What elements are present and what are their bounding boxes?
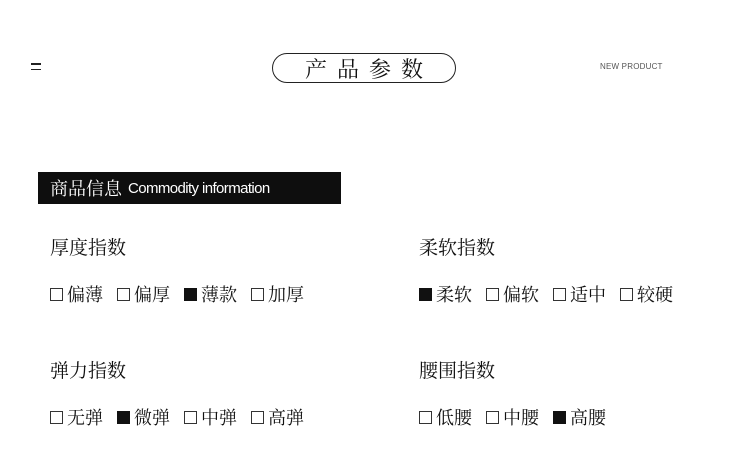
- option-item[interactable]: [486, 281, 539, 307]
- elasticity-group: [50, 356, 318, 430]
- option-label: 加厚: [268, 285, 304, 306]
- option-label: 偏软: [503, 285, 539, 306]
- option-item[interactable]: [419, 404, 472, 430]
- waist-options: [419, 404, 620, 430]
- checkbox-checked[interactable]: [117, 411, 130, 424]
- checkbox-unchecked[interactable]: [251, 411, 264, 424]
- option-item[interactable]: [251, 404, 304, 430]
- option-item[interactable]: [184, 404, 237, 430]
- thickness-title: 厚度指数: [50, 237, 127, 259]
- waist-group: [419, 356, 620, 430]
- menu-icon[interactable]: [31, 63, 41, 71]
- checkbox-checked[interactable]: [419, 288, 432, 301]
- checkbox-unchecked[interactable]: [620, 288, 633, 301]
- option-item[interactable]: [620, 281, 673, 307]
- option-label: 低腰: [436, 408, 472, 429]
- checkbox-unchecked[interactable]: [117, 288, 130, 301]
- elasticity-options: [50, 404, 318, 430]
- option-label: 柔软: [436, 285, 472, 306]
- option-label: 偏厚: [134, 285, 170, 306]
- thickness-group: [50, 233, 318, 307]
- option-item[interactable]: [553, 404, 606, 430]
- option-item[interactable]: [50, 281, 103, 307]
- softness-title: 柔软指数: [419, 237, 496, 259]
- checkbox-unchecked[interactable]: [50, 288, 63, 301]
- option-label: 适中: [570, 285, 606, 306]
- section-header: [38, 172, 341, 204]
- section-title-en: Commodity information: [128, 179, 270, 197]
- option-label: 高弹: [268, 408, 304, 429]
- softness-group: [419, 233, 687, 307]
- checkbox-unchecked[interactable]: [50, 411, 63, 424]
- checkbox-unchecked[interactable]: [184, 411, 197, 424]
- option-item[interactable]: [184, 281, 237, 307]
- elasticity-title: 弹力指数: [50, 360, 127, 382]
- section-title-zh: 商品信息: [50, 179, 122, 200]
- option-label: 中弹: [201, 408, 237, 429]
- thickness-options: [50, 281, 318, 307]
- checkbox-checked[interactable]: [553, 411, 566, 424]
- option-label: 中腰: [503, 408, 539, 429]
- option-item[interactable]: [486, 404, 539, 430]
- page-title: 产品参数: [272, 53, 456, 83]
- softness-options: [419, 281, 687, 307]
- option-item[interactable]: [419, 281, 472, 307]
- checkbox-unchecked[interactable]: [486, 288, 499, 301]
- waist-title: 腰围指数: [419, 360, 496, 382]
- option-label: 微弹: [134, 408, 170, 429]
- option-label: 薄款: [201, 285, 237, 306]
- option-label: 较硬: [637, 285, 673, 306]
- option-item[interactable]: [117, 404, 170, 430]
- checkbox-unchecked[interactable]: [486, 411, 499, 424]
- option-item[interactable]: [553, 281, 606, 307]
- option-item[interactable]: [50, 404, 103, 430]
- option-item[interactable]: [117, 281, 170, 307]
- checkbox-checked[interactable]: [184, 288, 197, 301]
- checkbox-unchecked[interactable]: [251, 288, 264, 301]
- checkbox-unchecked[interactable]: [419, 411, 432, 424]
- option-label: 偏薄: [67, 285, 103, 306]
- option-label: 无弹: [67, 408, 103, 429]
- page-subtitle: NEW PRODUCT: [600, 62, 663, 71]
- checkbox-unchecked[interactable]: [553, 288, 566, 301]
- option-label: 高腰: [570, 408, 606, 429]
- option-item[interactable]: [251, 281, 304, 307]
